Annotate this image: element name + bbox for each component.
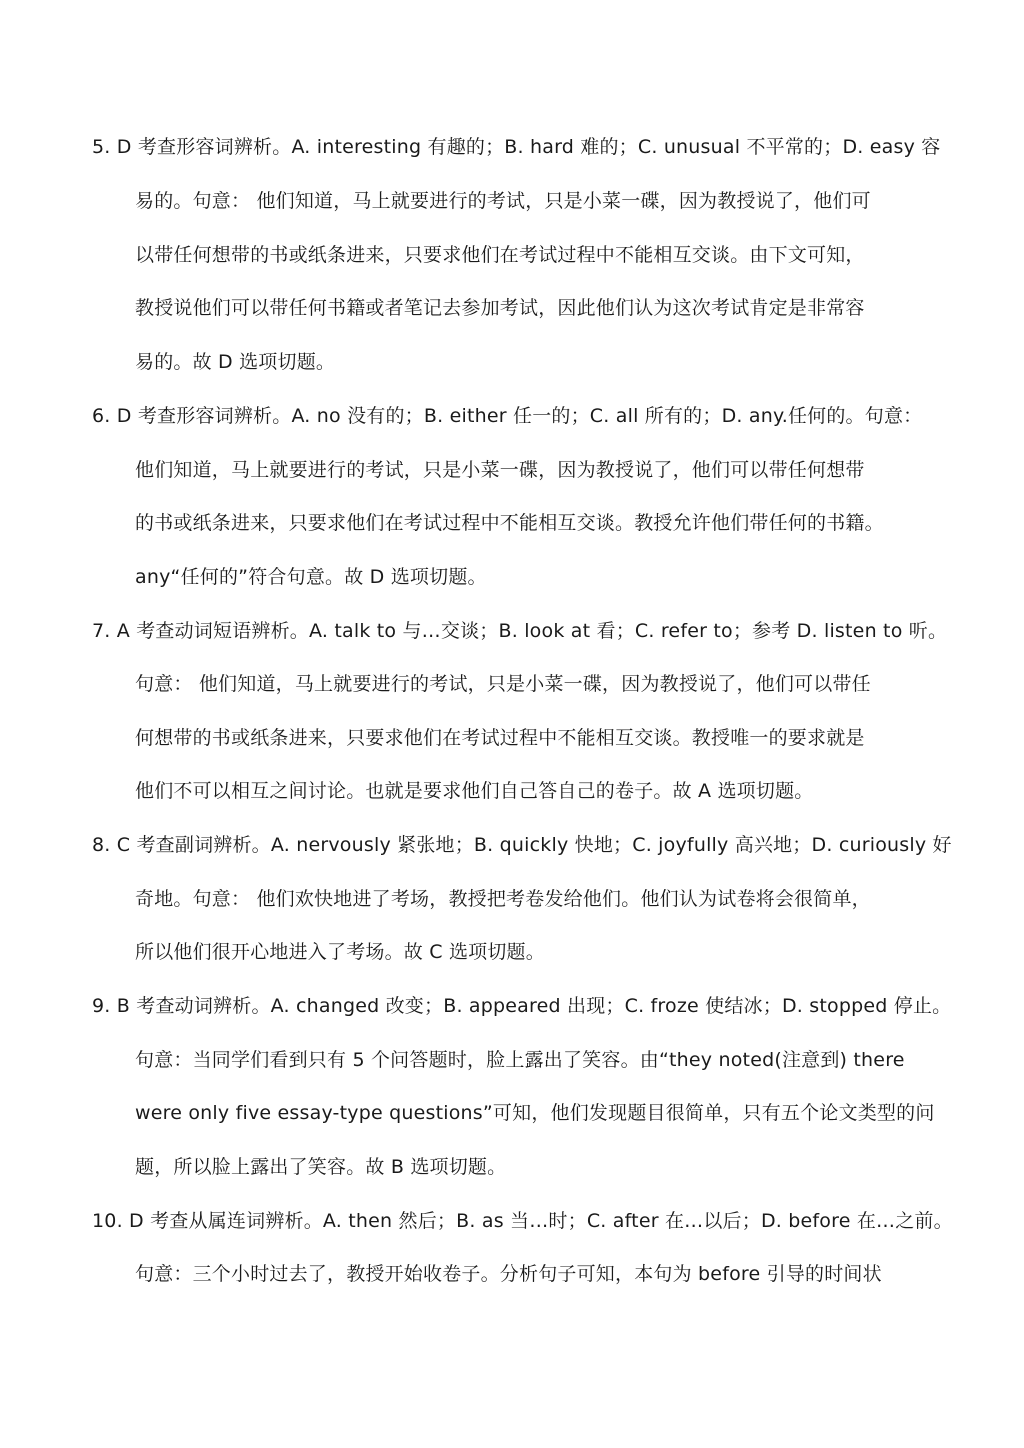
answer-line: 以带任何想带的书或纸条进来，只要求他们在考试过程中不能相互交谈。由下文可知， [135, 244, 865, 266]
answer-line: 的书或纸条进来，只要求他们在考试过程中不能相互交谈。教授允许他们带任何的书籍。 [135, 512, 884, 534]
answer-line: 奇地。句意： 他们欢快地进了考场，教授把考卷发给他们。他们认为试卷将会很简单， [135, 888, 871, 910]
answer-line: 他们不可以相互之间讨论。也就是要求他们自己答自己的卷子。故 A 选项切题。 [135, 780, 814, 802]
answer-line: 所以他们很开心地进入了考场。故 C 选项切题。 [135, 941, 545, 963]
answer-line: 5. D 考查形容词辨析。A. interesting 有趣的；B. hard 难的；C. unusual 不平常的；D. easy 容 [92, 136, 941, 158]
answer-line: 易的。句意： 他们知道，马上就要进行的考试，只是小菜一碟，因为教授说了，他们可 [135, 190, 871, 212]
answer-line: 8. C 考查副词辨析。A. nervously 紧张地；B. quickly 快地；C. joyfully 高兴地；D. curiously 好 [92, 834, 952, 856]
answer-line: 他们知道，马上就要进行的考试，只是小菜一碟，因为教授说了，他们可以带任何想带 [135, 459, 865, 481]
answer-line: 易的。故 D 选项切题。 [135, 351, 336, 373]
answer-line: 句意：当同学们看到只有 5 个问答题时，脸上露出了笑容。由“they noted(注意到) there [135, 1049, 905, 1071]
answer-line: 7. A 考查动词短语辨析。A. talk to 与…交谈；B. look at 看；C. refer to；参考 D. listen to 听。 [92, 620, 948, 642]
answer-line: 9. B 考查动词辨析。A. changed 改变；B. appeared 出现；C. froze 使结冰；D. stopped 停止。 [92, 995, 952, 1017]
answer-line: any“任何的”符合句意。故 D 选项切题。 [135, 566, 487, 588]
answer-line: 句意： 他们知道，马上就要进行的考试，只是小菜一碟，因为教授说了，他们可以带任 [135, 673, 871, 695]
answer-line: 句意：三个小时过去了，教授开始收卷子。分析句子可知，本句为 before 引导的时间状 [135, 1263, 882, 1285]
answer-line: 10. D 考查从属连词辨析。A. then 然后；B. as 当…时；C. after 在…以后；D. before 在…之前。 [92, 1210, 953, 1232]
answer-line: 何想带的书或纸条进来，只要求他们在考试过程中不能相互交谈。教授唯一的要求就是 [135, 727, 865, 749]
answer-line: were only five essay-type questions”可知，他们发现题目很简单，只有五个论文类型的问 [135, 1102, 935, 1124]
answer-line: 教授说他们可以带任何书籍或者笔记去参加考试，因此他们认为这次考试肯定是非常容 [135, 297, 865, 319]
answer-line: 题，所以脸上露出了笑容。故 B 选项切题。 [135, 1156, 507, 1178]
answer-line: 6. D 考查形容词辨析。A. no 没有的；B. either 任一的；C. all 所有的；D. any.任何的。句意： [92, 405, 923, 427]
